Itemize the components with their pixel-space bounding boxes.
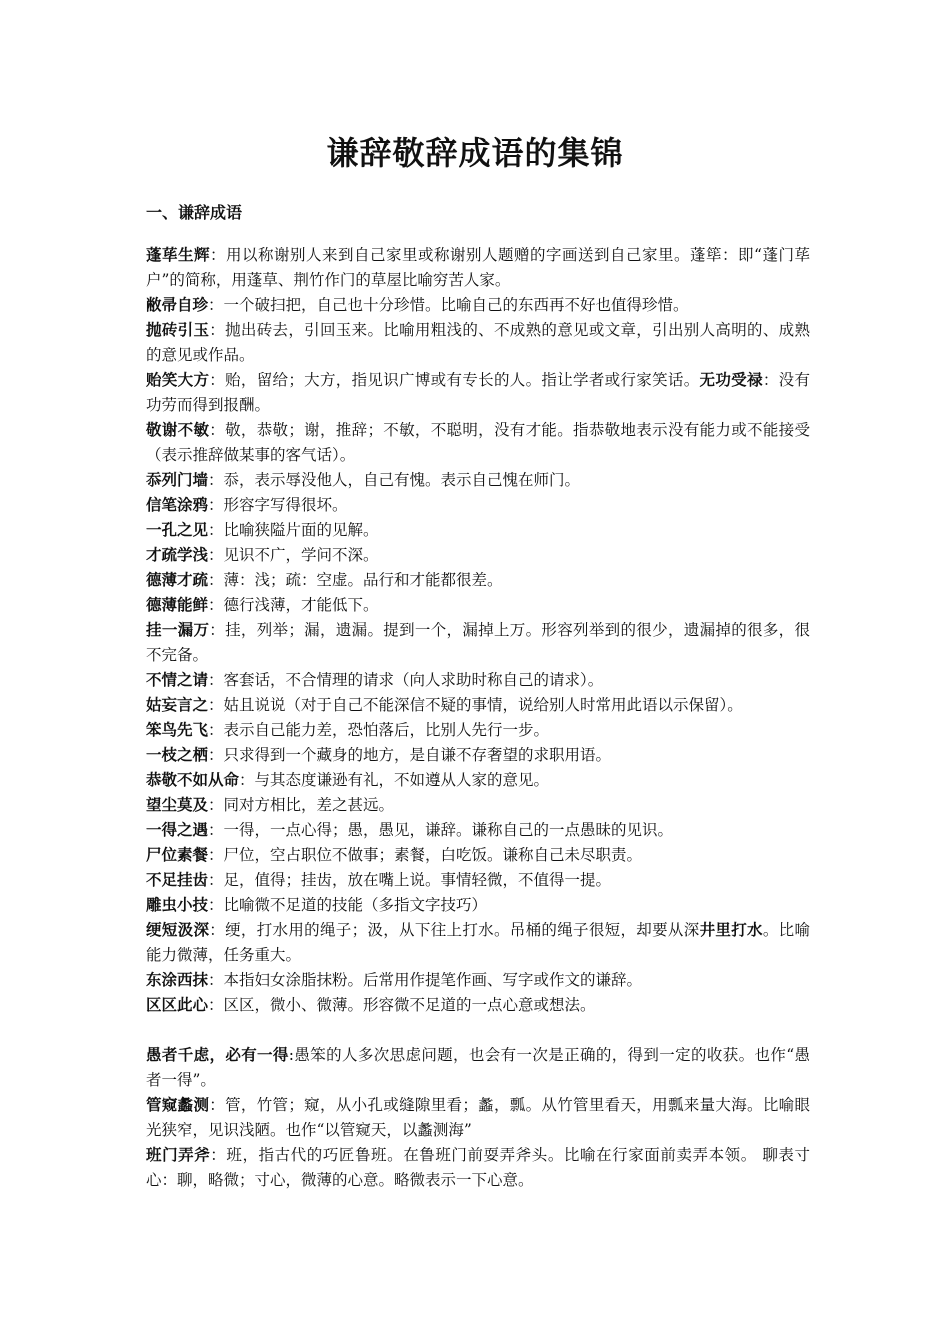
idiom-separator: ： — [209, 1096, 226, 1114]
idiom-definition: 一得，一点心得；愚，愚见，谦辞。谦称自己的一点愚昧的见识。 — [223, 821, 674, 839]
idiom-entry — [146, 618, 810, 668]
section-heading: 一、谦辞成语 — [146, 203, 243, 222]
idiom-separator: : — [288, 1046, 295, 1064]
idiom-separator: ： — [209, 371, 226, 389]
idiom-definition: 绠，打水用的绳子；汲，从下往上打水。吊桶的绳子很短，却要从深 — [225, 921, 700, 939]
idiom-separator: ： — [209, 321, 226, 339]
idiom-entry — [146, 368, 810, 418]
idiom-entry — [146, 318, 810, 368]
idiom-term: 蓬荜生辉 — [146, 246, 211, 264]
idiom-definition: 足，值得；挂齿，放在嘴上说。事情轻微，不值得一提。 — [223, 871, 612, 889]
idiom-separator: ： — [762, 371, 779, 389]
idiom-definition: 表示自己能力差，恐怕落后，比别人先行一步。 — [223, 721, 550, 739]
idiom-term: 才疏学浅 — [146, 546, 209, 564]
idiom-term: 敝帚自珍 — [146, 296, 209, 314]
idiom-definition: 见识不广，学问不深。 — [223, 546, 379, 564]
idiom-term: 挂一漏万 — [146, 621, 210, 639]
idiom-separator: ： — [210, 246, 227, 264]
idiom-entry — [146, 868, 810, 893]
idiom-term: 愚者千虑，必有一得 — [146, 1046, 289, 1064]
idiom-term: 区区此心 — [146, 996, 209, 1014]
idiom-definition: 区区，微小、微薄。形容微不足道的一点心意或想法。 — [223, 996, 596, 1014]
idiom-separator: ： — [208, 846, 224, 864]
idiom-entry — [146, 493, 810, 518]
idiom-entry — [146, 768, 810, 793]
idiom-term: 姑妄言之 — [146, 696, 209, 714]
idiom-separator: ： — [208, 996, 224, 1014]
idiom-term: 井里打水 — [699, 921, 763, 939]
idiom-term: 信笔涂鸦 — [146, 496, 209, 514]
idiom-term: 绠短汲深 — [146, 921, 210, 939]
idiom-term: 德薄能鲜 — [146, 596, 209, 614]
idiom-separator: ： — [210, 1146, 227, 1164]
idiom-entry — [146, 843, 810, 868]
idiom-separator: ： — [208, 871, 224, 889]
idiom-entry — [146, 543, 810, 568]
idiom-term: 班门弄斧 — [146, 1146, 211, 1164]
idiom-entry — [146, 743, 810, 768]
idiom-term: 一得之遇 — [146, 821, 209, 839]
idiom-term: 不足挂齿 — [146, 871, 209, 889]
idiom-definition: 薄：浅；疏：空虚。品行和才能都很差。 — [223, 571, 503, 589]
idiom-definition: 姑且说说（对于自己不能深信不疑的事情，说给别人时常用此语以示保留）。 — [223, 696, 743, 714]
idiom-entry — [146, 668, 810, 693]
idiom-entry — [146, 468, 810, 493]
idiom-definition: 忝，表示辱没他人，自己有愧。表示自己愧在师门。 — [223, 471, 581, 489]
idiom-separator: ： — [208, 671, 224, 689]
idiom-definition: 抛出砖去，引回玉来。比喻用粗浅的、不成熟的意见或文章，引出别人高明的、成熟的意见或作品。 — [146, 321, 810, 364]
idiom-term: 一枝之栖 — [146, 746, 209, 764]
idiom-term: 德薄才疏 — [146, 571, 209, 589]
idiom-entry — [146, 1093, 810, 1143]
idiom-separator: ： — [209, 621, 226, 639]
idiom-separator: ： — [208, 746, 224, 764]
idiom-entry — [146, 518, 810, 543]
idiom-definition: 形容字写得很坏。 — [223, 496, 348, 514]
idiom-definition: 贻，留给；大方，指见识广博或有专长的人。指让学者或行家笑话。 — [225, 371, 700, 389]
idiom-definition: 愚笨的人多次思虑问题，也会有一次是正确的，得到一定的收获。也作“愚者一得”。 — [146, 1046, 810, 1089]
idiom-separator: ： — [208, 471, 224, 489]
idiom-definition: 客套话，不合情理的请求（向人求助时称自己的请求）。 — [223, 671, 604, 689]
idiom-entry — [146, 893, 810, 918]
document-title: 谦辞敬辞成语的集锦 — [326, 134, 624, 172]
idiom-definition: 一个破扫把，自己也十分珍惜。比喻自己的东西再不好也值得珍惜。 — [223, 296, 689, 314]
idiom-definition: 敬，恭敬；谢，推辞；不敏，不聪明，没有才能。指恭敬地表示没有能力或不能接受（表示推辞做某事的客气话）。 — [146, 421, 810, 464]
idiom-entry — [146, 818, 810, 843]
idiom-separator: ： — [209, 921, 226, 939]
idiom-entry — [146, 243, 810, 293]
idiom-term: 管窥蠡测 — [146, 1096, 210, 1114]
idiom-entry — [146, 918, 810, 968]
idiom-definition: 用以称谢别人来到自己家里或称谢别人题赠的字画送到自己家里。蓬筚：即“蓬门荜户”的简称，用蓬草、荆竹作门的草屋比喻穷苦人家。 — [146, 246, 810, 289]
idiom-entry — [146, 693, 810, 718]
idiom-term: 尸位素餐 — [146, 846, 209, 864]
idiom-term: 一孔之见 — [146, 521, 209, 539]
idiom-term: 笨鸟先飞 — [146, 721, 209, 739]
idiom-definition: 同对方相比，差之甚远。 — [223, 796, 395, 814]
idiom-entry — [146, 718, 810, 743]
idiom-term: 东涂西抹 — [146, 971, 209, 989]
idiom-definition: 只求得到一个藏身的地方，是自谦不存奢望的求职用语。 — [223, 746, 612, 764]
idiom-entry — [146, 793, 810, 818]
idiom-entry — [146, 568, 810, 593]
idiom-entry — [146, 293, 810, 318]
idiom-definition: 班，指古代的巧匠鲁班。在鲁班门前耍弄斧头。比喻在行家面前卖弄本领。 聊表寸心：聊，略微；寸心，微薄的心意。略微表示一下心意。 — [146, 1146, 810, 1189]
idiom-separator: ： — [208, 296, 224, 314]
idiom-separator: ： — [239, 771, 255, 789]
idiom-entry — [146, 418, 810, 468]
idiom-list — [146, 243, 810, 1193]
idiom-definition: 管，竹管；窥，从小孔或缝隙里看；蠡，瓢。从竹管里看天，用瓢来量大海。比喻眼光狭窄，见识浅陋。也作“以管窥天，以蠡测海” — [146, 1096, 810, 1139]
idiom-entry — [146, 593, 810, 618]
idiom-entry — [146, 993, 810, 1018]
idiom-separator: ： — [208, 896, 224, 914]
idiom-entry — [146, 968, 810, 993]
idiom-separator: ： — [208, 571, 224, 589]
idiom-separator: ： — [208, 496, 224, 514]
idiom-definition: 。比喻能力微薄，任务重大。 — [146, 921, 810, 964]
idiom-term: 忝列门墙 — [146, 471, 209, 489]
idiom-definition: 没有功劳而得到报酬。 — [146, 371, 810, 414]
idiom-term: 抛砖引玉 — [146, 321, 210, 339]
idiom-separator: ： — [209, 421, 226, 439]
idiom-term: 无功受禄 — [699, 371, 763, 389]
idiom-separator: ： — [208, 721, 224, 739]
idiom-term: 敬谢不敏 — [146, 421, 210, 439]
idiom-term: 雕虫小技 — [146, 896, 209, 914]
idiom-entry — [146, 1043, 810, 1093]
idiom-separator: ： — [208, 596, 224, 614]
idiom-separator: ： — [208, 546, 224, 564]
idiom-separator: ： — [208, 521, 224, 539]
idiom-term: 不情之请 — [146, 671, 209, 689]
idiom-term: 贻笑大方 — [146, 371, 210, 389]
idiom-definition: 比喻微不足道的技能（多指文字技巧） — [223, 896, 488, 914]
idiom-definition: 本指妇女涂脂抹粉。后常用作提笔作画、写字或作文的谦辞。 — [223, 971, 643, 989]
idiom-definition: 与其态度谦逊有礼，不如遵从人家的意见。 — [254, 771, 550, 789]
idiom-entry — [146, 1143, 810, 1193]
idiom-separator: ： — [208, 971, 224, 989]
idiom-definition: 比喻狭隘片面的见解。 — [223, 521, 379, 539]
idiom-separator: ： — [208, 796, 224, 814]
idiom-definition: 尸位，空占职位不做事；素餐，白吃饭。谦称自己未尽职责。 — [223, 846, 643, 864]
idiom-separator: ： — [208, 821, 224, 839]
idiom-term: 恭敬不如从命 — [146, 771, 240, 789]
idiom-definition: 德行浅薄，才能低下。 — [223, 596, 379, 614]
idiom-definition: 挂，列举；漏，遗漏。提到一个，漏掉上万。形容列举到的很少，遗漏掉的很多，很不完备。 — [146, 621, 810, 664]
idiom-term: 望尘莫及 — [146, 796, 209, 814]
idiom-separator: ： — [208, 696, 224, 714]
